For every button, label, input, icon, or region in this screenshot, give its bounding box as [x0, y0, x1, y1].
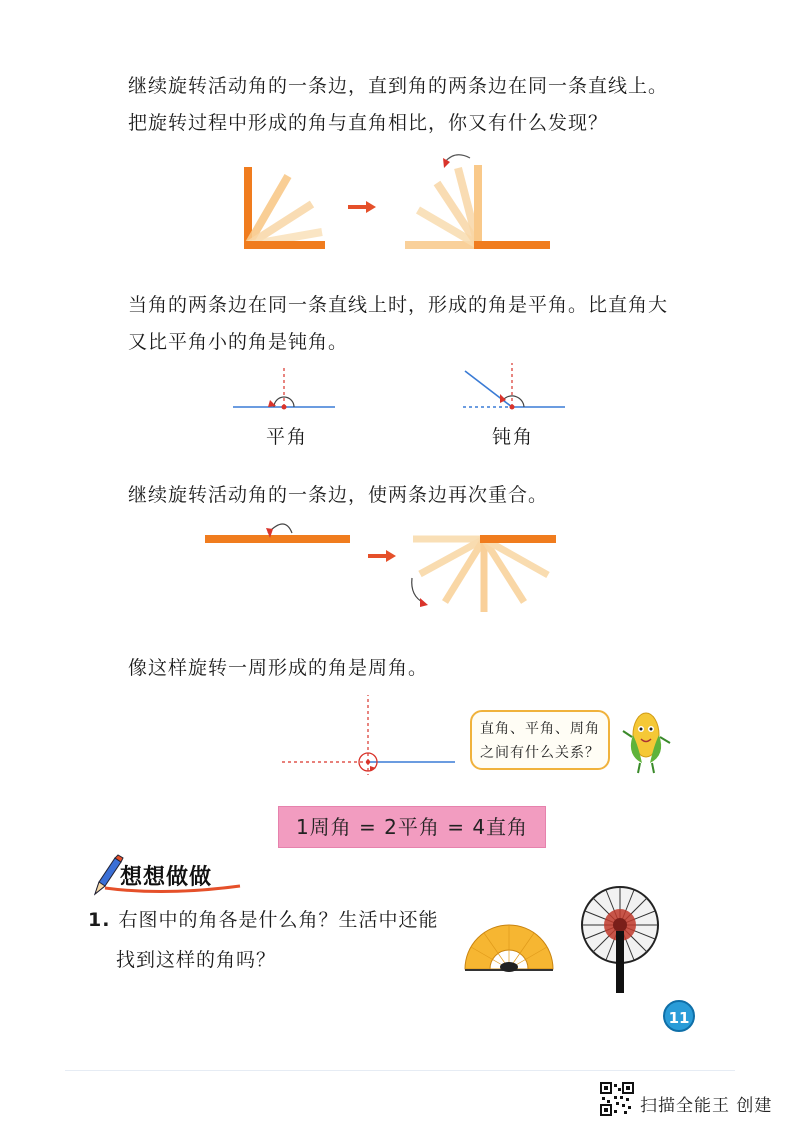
corn-mascot-icon	[620, 705, 675, 775]
question-text: 找到这样的角吗？	[116, 949, 277, 971]
question-1	[88, 900, 438, 980]
qr-code-icon	[600, 1082, 634, 1116]
speech-bubble	[470, 710, 610, 770]
formula-box: 1周角 = 2平角 = 4直角	[278, 806, 546, 848]
page-number-badge: 11	[663, 1000, 695, 1032]
watermark-text: 扫描全能王 创建	[640, 1096, 773, 1116]
paragraph-line: 继续旋转活动角的一条边，使两条边再次重合。	[128, 484, 549, 506]
paragraph-line: 像这样旋转一周形成的角是周角。	[128, 657, 429, 679]
paragraph-line: 继续旋转活动角的一条边，直到角的两条边在同一条直线上。	[128, 75, 669, 97]
question-text: 右图中的角各是什么角？生活中还能	[118, 909, 439, 931]
bubble-line: 之间有什么关系？	[480, 745, 600, 761]
section-title: 想想做做	[120, 865, 213, 890]
caption-obtuse-angle: 钝角	[492, 426, 535, 448]
bubble-line: 直角、平角、周角	[480, 721, 600, 737]
round-fan-image	[580, 885, 660, 1000]
question-number: 1.	[88, 909, 111, 931]
paragraph-line: 又比平角小的角是钝角。	[128, 331, 349, 353]
folding-fan-image	[462, 915, 557, 975]
paragraph-line: 当角的两条边在同一条直线上时，形成的角是平角。比直角大	[128, 294, 669, 316]
caption-straight-angle: 平角	[266, 426, 309, 448]
paragraph-line: 把旋转过程中形成的角与直角相比，你又有什么发现？	[128, 112, 609, 134]
footer-divider	[65, 1070, 735, 1071]
